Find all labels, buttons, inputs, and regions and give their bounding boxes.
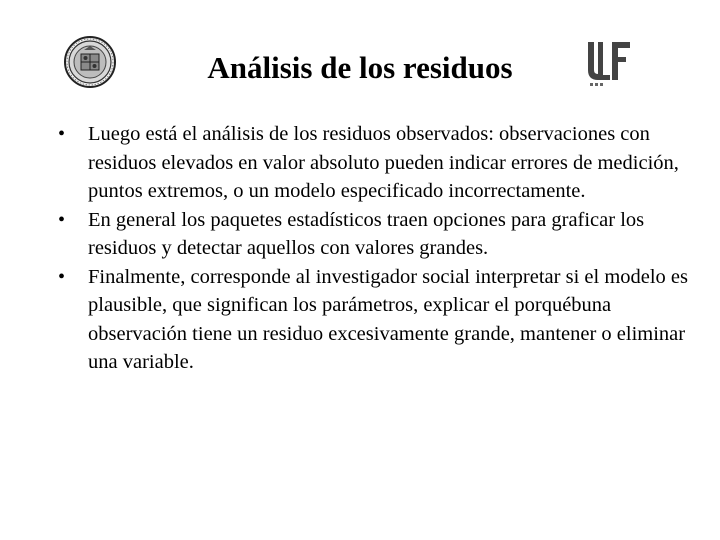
bullet-text: Luego está el análisis de los residuos observados: observaciones con residuos elevados en valor absoluto pueden indicar errores de medición, puntos extremos, o un modelo especificado incorrectamente. [88, 123, 679, 202]
bullet-dot-icon: • [58, 265, 66, 288]
bullet-text: En general los paquetes estadísticos traen opciones para graficar los residuos y detectar aquellos con valores grandes. [88, 208, 645, 259]
bullet-dot-icon: • [58, 123, 66, 145]
bullet-dot-icon: • [58, 208, 66, 231]
ulf-logo-icon [584, 38, 634, 88]
bullet-text: Finalmente, corresponde al investigador social interpretar si el modelo es plausible, que significan los parámetros, explicar el porquébuna observación tiene un residuo excesivamente grande, mantener o eliminar una variable. [88, 265, 689, 373]
bullet-item [56, 206, 696, 263]
university-seal-icon [64, 36, 116, 88]
bullet-list [56, 120, 696, 377]
slide-title: Análisis de los residuos [207, 50, 513, 85]
bullet-item [56, 120, 696, 206]
bullet-item [56, 263, 696, 377]
